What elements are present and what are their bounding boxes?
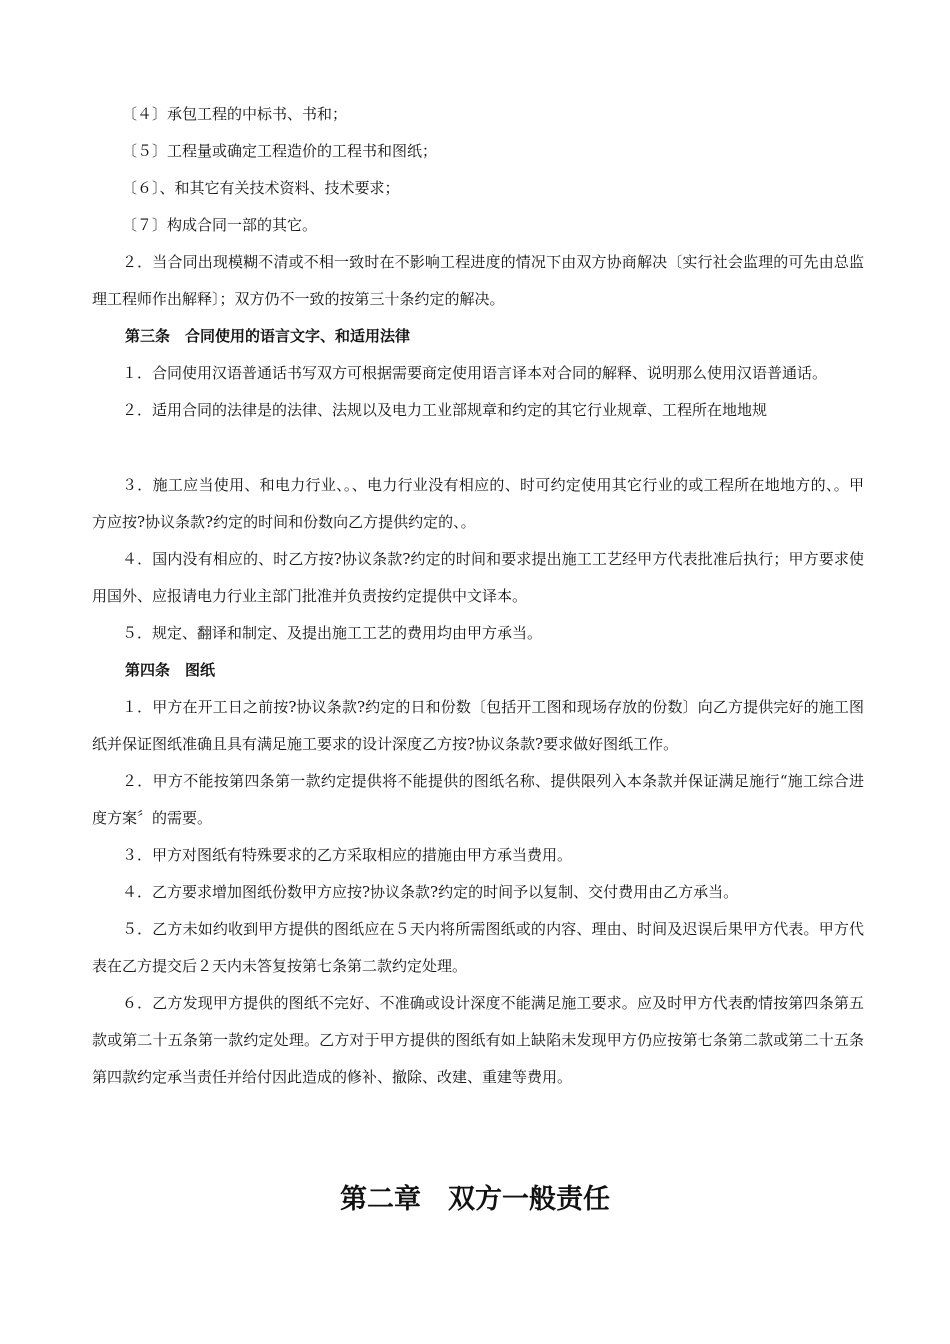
chapter-title: 第二章 双方一般责任 xyxy=(340,1184,610,1215)
paragraph: ２．适用合同的法律是的法律、法规以及电力工业部规章和约定的其它行业规章、工程所在地地规 xyxy=(122,401,768,419)
paragraph: ２．甲方不能按第四条第一款约定提供将不能提供的图纸名称、提供限列入本条款并保证满足施行“施工综合进度方案〞的需要。 xyxy=(92,772,864,827)
paragraph: ４．乙方要求增加图纸份数甲方应按?协议条款?约定的时间予以复制、交付费用由乙方承当。 xyxy=(122,883,739,901)
paragraph: ５．规定、翻译和制定、及提出施工工艺的费用均由甲方承当。 xyxy=(122,624,543,642)
paragraph: ５．乙方未如约收到甲方提供的图纸应在５天内将所需图纸或的内容、理由、时间及迟误后果甲方代表。甲方代表在乙方提交后２天内未答复按第七条第二款约定处理。 xyxy=(92,920,864,975)
list-item: 〔６〕、和其它有关技术资料、技术要求； xyxy=(122,179,400,197)
article-heading: 第三条 合同使用的语言文字、和适用法律 xyxy=(125,327,411,345)
document-body xyxy=(92,96,864,1096)
paragraph: ６．乙方发现甲方提供的图纸不完好、不准确或设计深度不能满足施工要求。应及时甲方代表酌情按第四条第五款或第二十五条第一款约定处理。乙方对于甲方提供的图纸有如上缺陷未发现甲方仍应按第七条第二款或第二十五条第四款约定承当责任并给付因此造成的修补、撤除、改建、重建等费用。 xyxy=(92,994,864,1086)
paragraph: ３．甲方对图纸有特殊要求的乙方采取相应的措施由甲方承当费用。 xyxy=(122,846,573,864)
paragraph: １．合同使用汉语普通话书写双方可根据需要商定使用语言译本对合同的解释、说明那么使用汉语普通话。 xyxy=(122,364,828,382)
blank-line xyxy=(92,429,864,467)
paragraph: ３．施工应当使用、和电力行业、。、电力行业没有相应的、时可约定使用其它行业的或工程所在地地方的、。甲方应按?协议条款?约定的时间和份数向乙方提供约定的、。 xyxy=(92,476,864,531)
paragraph: ２．当合同出现模糊不清或不相一致时在不影响工程进度的情况下由双方协商解决〔实行社会监理的可先由总监理工程师作出解释〕；双方仍不一致的按第三十条约定的解决。 xyxy=(92,253,864,308)
list-item: 〔４〕承包工程的中标书、书和； xyxy=(122,105,348,123)
paragraph: １．甲方在开工日之前按?协议条款?约定的日和份数〔包括开工图和现场存放的份数〕向乙方提供完好的施工图纸并保证图纸准确且具有满足施工要求的设计深度乙方按?协议条款?要求做好图纸工作。 xyxy=(92,698,864,753)
paragraph: ４．国内没有相应的、时乙方按?协议条款?约定的时间和要求提出施工工艺经甲方代表批准后执行；甲方要求使用国外、应报请电力行业主部门批准并负责按约定提供中文译本。 xyxy=(92,550,864,605)
article-heading: 第四条 图纸 xyxy=(125,661,216,679)
list-item: 〔７〕构成合同一部的其它。 xyxy=(122,216,318,234)
list-item: 〔５〕工程量或确定工程造价的工程书和图纸； xyxy=(122,142,438,160)
